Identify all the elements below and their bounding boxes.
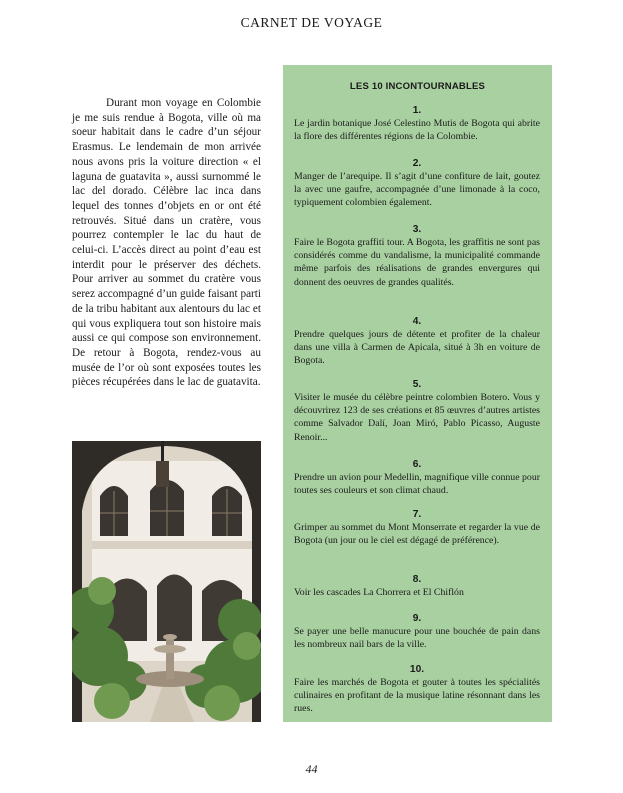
item-text: Voir les cascades La Chorrera et El Chiflón (294, 587, 464, 598)
item-number: 1. (412, 105, 422, 116)
list-item (294, 315, 540, 368)
list-item (294, 223, 540, 289)
item-text: Le jardin botanique José Celestino Mutis de Bogota qui abrite la flore des différentes régions de la Colombie. (294, 118, 540, 143)
list-item (294, 663, 540, 716)
item-text: Manger de l’arequipe. Il s’agit d’une confiture de lait, goutez la avec une gaufre, accompagnée d’une limonade à la coco, typiquement colombien également. (294, 171, 540, 209)
item-number: 10. (409, 664, 425, 675)
item-text: Visiter le musée du célèbre peintre colombien Botero. Vous y découvrirez 123 de ses créations et 85 œuvres d’autres artistes comme Salvador Dalí, Joan Miró, Pablo Picasso, Auguste Renoir... (294, 392, 540, 443)
intro-paragraph: Durant mon voyage en Colombie je me suis rendue à Bogota, ville où ma soeur habitait dans le cadre d’un séjour Erasmus. Le lendemain de mon arrivée nous avons pris la voiture direction « el laguna de guatavita », aussi surnommé le lac del dorado. Célèbre lac inca dans lequel des tonnes d’objets en or ont été retrouvés. Situé dans un cratère, vous pourrez contempler le lac du haut de celui-ci. L’accès direct au point d’eau est interdit pour le préserver des déchets. Pour arriver au sommet du cratère vous serez accompagné d’un guide faisant parti de la tribu habitant aux alentours du lac et qui vous expliquera tout son histoire mais aussi ce qui compose son environnement. De retour à Bogota, rendez-vous au musée de l’or où sont exposées toutes les pièces récupérées dans le lac de guatavita. (72, 97, 261, 389)
box-title: LES 10 INCONTOURNABLES (349, 81, 486, 92)
item-text: Se payer une belle manucure pour une bouchée de pain dans les nombreux nail bars de la ville. (294, 626, 540, 651)
list-item (294, 573, 540, 599)
item-text: Prendre un avion pour Medellin, magnifique ville connue pour toutes ses couleurs et son climat chaud. (294, 472, 540, 497)
list-item (294, 508, 540, 547)
item-number: 7. (412, 509, 422, 520)
item-number: 8. (412, 574, 422, 585)
item-number: 9. (412, 613, 422, 624)
list-item (294, 378, 540, 444)
courtyard-photo (72, 441, 261, 722)
item-number: 5. (412, 379, 422, 390)
top-10-box (283, 65, 552, 722)
item-text: Grimper au sommet du Mont Monserrate et regarder la vue de Bogota (un jour ou le ciel est dégagé de préférence). (294, 522, 540, 547)
list-item (294, 458, 540, 497)
item-text: Faire les marchés de Bogota et gouter à toutes les spécialités culinaires en profitant de la musique latine résonnant dans les rues. (294, 677, 540, 715)
item-number: 3. (412, 224, 422, 235)
item-number: 4. (412, 316, 422, 327)
list-item (294, 104, 540, 143)
item-text: Faire le Bogota graffiti tour. A Bogota, les graffitis ne sont pas considérés comme du vandalisme, la municipalité commande même parfois des réalisations de grandes envergures qui donnent des oeuvres de grandes qualités. (294, 237, 540, 288)
list-item (294, 157, 540, 210)
page-header-title: CARNET DE VOYAGE (240, 15, 383, 30)
item-text: Prendre quelques jours de détente et profiter de la chaleur dans une villa à Carmen de Apicala, situé à 3h en voiture de Bogota. (294, 329, 540, 367)
list-item (294, 612, 540, 651)
page-number: 44 (305, 762, 318, 776)
item-number: 2. (412, 158, 422, 169)
item-number: 6. (412, 459, 422, 470)
